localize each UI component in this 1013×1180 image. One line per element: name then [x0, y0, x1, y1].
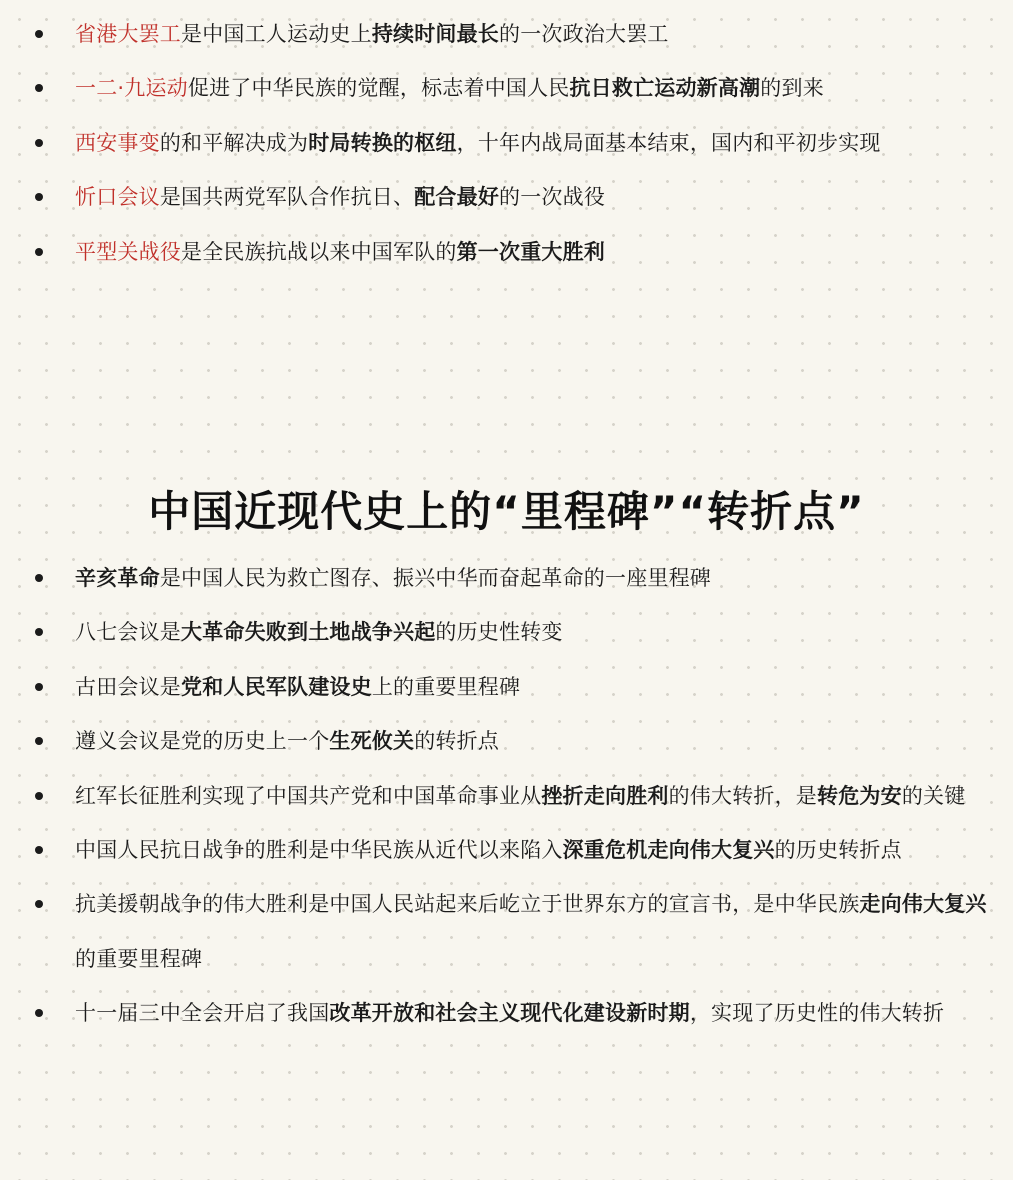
list-item-strike [0, 7, 1013, 61]
term: 平型关战役 [75, 239, 181, 264]
highlight: 党和人民军队建设史 [181, 674, 372, 699]
text: 促进了中华民族的觉醒，标志着中国人民 [187, 76, 570, 101]
bullet-icon [35, 628, 43, 636]
bullet-icon [35, 139, 43, 147]
text: 十一届三中全会开启了我国 [75, 1001, 330, 1026]
text: 的历史转折点 [774, 838, 902, 863]
bullet-icon [35, 84, 43, 92]
text: 是全民族抗战以来中国军队的 [181, 239, 457, 264]
text: 的一次政治大罢工 [499, 22, 669, 46]
text: 红军长征胜利实现了中国共产党和中国革命事业从 [75, 783, 542, 808]
highlight: 深重危机走向伟大复兴 [562, 838, 775, 863]
bullet-icon [35, 248, 43, 256]
bullet-icon [35, 900, 43, 908]
list-item-gutian [0, 660, 1013, 714]
highlight: 大革命失败到土地战争兴起 [181, 620, 436, 645]
text: 抗美援朝战争的伟大胜利是中国人民站起来后屹立于世界东方的宣言书，是中华民族 [75, 892, 860, 917]
list-item-korean-war [0, 877, 1013, 986]
highlight: 转危为安 [817, 783, 902, 808]
list-item-xinkou [0, 170, 1013, 224]
list-item-long-march [0, 769, 1013, 823]
event-list [0, 7, 1013, 279]
text: 的重要里程碑 [75, 946, 203, 971]
list-item-xian-incident [0, 116, 1013, 170]
term: 省港大罢工 [75, 22, 181, 46]
highlight: 第一次重大胜利 [456, 239, 606, 264]
text: ，实现了历史性的伟大转折 [689, 1001, 945, 1026]
text: 的到来 [760, 76, 824, 101]
text: 的一次战役 [499, 185, 606, 210]
list-item-third-plenum [0, 986, 1013, 1040]
highlight: 改革开放和社会主义现代化建设新时期 [329, 1001, 690, 1026]
highlight: 挫折走向胜利 [541, 783, 669, 808]
bullet-icon [35, 737, 43, 745]
list-item-129-movement [0, 61, 1013, 115]
text: 的伟大转折，是 [668, 783, 818, 808]
text: ，十年内战局面基本结束，国内和平初步实现 [456, 130, 881, 155]
bullet-icon [35, 30, 43, 38]
text: 古田会议是 [75, 674, 181, 699]
bullet-icon [35, 846, 43, 854]
term: 一二·九运动 [75, 76, 188, 101]
bullet-icon [35, 683, 43, 691]
section-title: 中国近现代史上的“里程碑”“转折点” [148, 487, 865, 536]
text: 是中国人民为救亡图存、振兴中华而奋起革命的一座里程碑 [159, 566, 712, 590]
text: 八七会议是 [75, 620, 181, 645]
list-item-bayi-meeting [0, 605, 1013, 659]
list-item-xinhai [0, 551, 1013, 605]
bullet-icon [35, 1009, 43, 1017]
text: 是中国工人运动史上 [181, 22, 372, 46]
highlight: 持续时间最长 [371, 22, 500, 46]
list-item-pingxingguan [0, 225, 1013, 279]
text: 的关键 [901, 783, 966, 808]
highlight: 走向伟大复兴 [859, 892, 987, 917]
milestone-list [0, 551, 1013, 1041]
text: 的转折点 [414, 729, 500, 754]
highlight: 时局转换的枢纽 [308, 130, 457, 155]
text: 的历史性转变 [435, 620, 563, 645]
text: 的和平解决成为 [159, 130, 309, 155]
term: 西安事变 [75, 130, 160, 155]
highlight: 生死攸关 [329, 729, 415, 754]
text: 是国共两党军队合作抗日、 [159, 185, 415, 210]
term: 忻口会议 [75, 185, 160, 210]
highlight: 配合最好 [414, 185, 500, 210]
list-item-zunyi [0, 714, 1013, 768]
bullet-icon [35, 792, 43, 800]
bullet-icon [35, 574, 43, 582]
text: 上的重要里程碑 [371, 674, 521, 699]
bullet-icon [35, 193, 43, 201]
highlight: 抗日救亡运动新高潮 [569, 76, 761, 101]
text: 中国人民抗日战争的胜利是中华民族从近代以来陷入 [75, 838, 563, 863]
text: 遵义会议是党的历史上一个 [75, 729, 330, 754]
list-item-anti-japanese-war [0, 823, 1013, 877]
lead-term: 辛亥革命 [75, 566, 160, 590]
